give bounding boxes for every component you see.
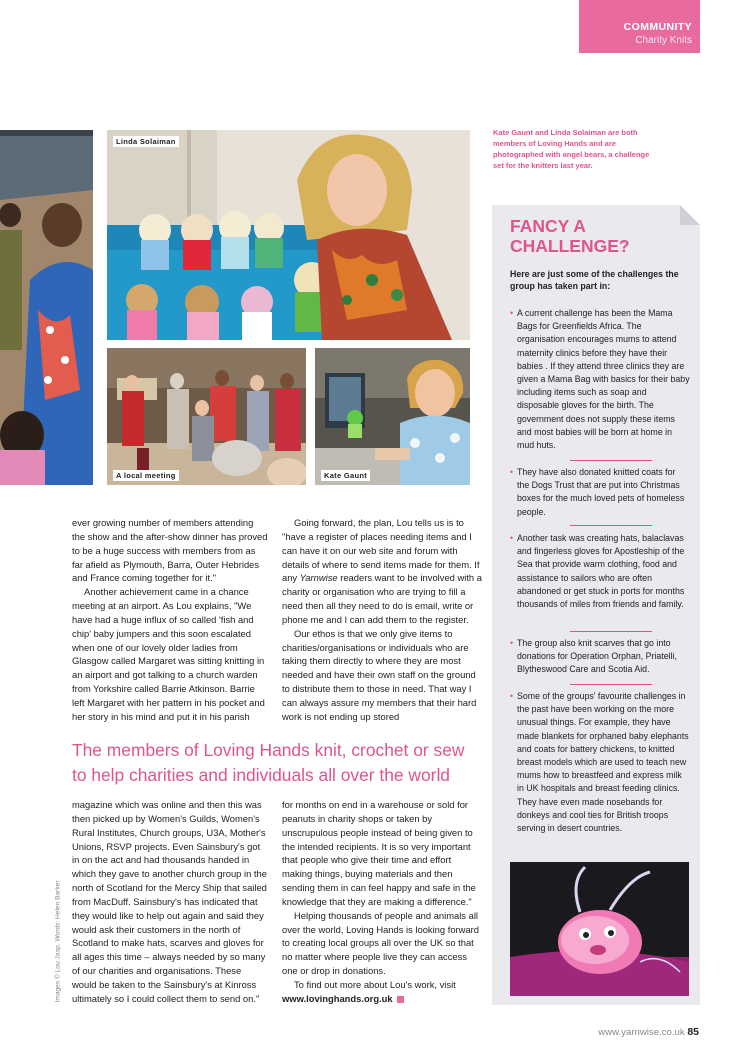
- body-column-1-top: [72, 516, 268, 724]
- pull-quote: The members of Loving Hands knit, crochet or sew to help charities and individuals all over the world: [72, 740, 465, 785]
- sidebar-item: • The group also knit scarves that go into donations for Operation Orphan, Priatelli, Blytheswood Care and Scotia Aid.: [510, 638, 677, 675]
- body-paragraph: Going forward, the plan, Lou tells us is to "have a register of places needing items and I can have it on our web site and forum with details of where to send items made for them. If any Yarnwise readers want to be involved with a charity or organisation who are trying to fill a need then all they need to do is email, write or phone me and I can add them to the register.: [282, 517, 482, 625]
- sidebar-divider: [570, 525, 652, 526]
- body-paragraph: ever growing number of members attending the show and the after-show dinner has proved to be a huge success with members from as far afield as Plymouth, Barra, Outer Hebrides and France coming together for it.": [72, 517, 268, 584]
- sidebar-title: FANCY A CHALLENGE?: [510, 216, 630, 256]
- sidebar-intro: Here are just some of the challenges the group has taken part in:: [510, 269, 679, 291]
- main-photo-linda: [107, 130, 470, 340]
- magazine-name: Yarnwise: [299, 572, 338, 584]
- bullet-icon: •: [510, 308, 514, 318]
- page-number: 85: [687, 1026, 699, 1038]
- body-paragraph: Helping thousands of people and animals all over the world, Loving Hands is looking forward to creating local groups all over the UK so that no matter where people live they can access one or drop in donations.: [282, 909, 479, 977]
- body-paragraph: magazine which was online and then this was then picked up by Women's Guilds, Women's Rural Institutes, Church groups, U3A, Mother's Unions, RSVP projects. Even Sainsbury's got in on the act and had thousands handed in which they gave to another church group in the north of Scotland for the Mercy Ship that sailed from MacDuff. Sainsbury's has indicated that they would like to help out again and said they would ask their customers in the north of Scotland to make hats, scarves and gloves for all ages this time – always needed by so many of our charities and organisations. These would be taken to the Sainsbury's at Kinross ultimately so I could collect them to send on.": [72, 799, 267, 1004]
- kate-photo: [315, 348, 470, 485]
- bullet-icon: •: [510, 533, 514, 543]
- sidebar-divider: [570, 631, 652, 632]
- bullet-icon: •: [510, 638, 514, 648]
- body-column-2-bottom: [282, 798, 482, 1006]
- footer-site: www.yarnwise.co.uk: [598, 1027, 685, 1038]
- photo-label-kate: Kate Gaunt: [321, 470, 370, 481]
- body-column-2-top: [282, 516, 482, 724]
- photo-label-meeting: A local meeting: [113, 470, 179, 481]
- sidebar-divider: [570, 684, 652, 685]
- bullet-icon: •: [510, 467, 514, 477]
- lovinghands-link[interactable]: www.lovinghands.org.uk: [282, 992, 393, 1004]
- page-footer: [586, 1026, 699, 1038]
- sidebar-divider: [570, 460, 652, 461]
- sidebar-item: • Another task was creating hats, balaclavas and fingerless gloves for Apostleship of the Sea that provide warm clothing, food and assistance to sailors who are often abandoned or get stuck in ports for months thousands of miles from friends and family.: [510, 533, 685, 610]
- bullet-icon: •: [510, 691, 514, 701]
- photo-label-linda: Linda Solaiman: [113, 136, 179, 147]
- section-tab: [579, 0, 700, 53]
- body-paragraph: Another achievement came in a chance meeting at an airport. As Lou explains, "We have had a huge influx of so called 'fish and chip' baby jumpers and this soon escalated when one of our lovely older ladies from Glasgow called Margaret was sitting knitting in an airport and got talking to a church warden from Yorkshire called Barrie Atkinson. Barrie left Margaret with her pattern in his pocket and her story in his mind and put it in his parish: [72, 586, 265, 722]
- sidebar-item: • Some of the groups' favourite challenges in the past have been working on the more unusual things. For example, they have made blankets for orphaned baby elephants and coats for battery chickens, to knitted breast models which are used to teach new mums how to breastfeed and express milk in UK hospitals and breast feeding clinics. They have even made nosebands for donkeys and cool ties for British troops serving in desert countries.: [510, 691, 689, 834]
- sidebar-item: • A current challenge has been the Mama Bags for Greenfields Africa. The organisation encourages mums to attend maternity clinics before they have their babies . If they attend three clinics they are given a Mama Bag with basics for their baby including items such as soap and disposable gloves for the birth. The government does not supply these items and most babies will be born at home in mud huts.: [510, 308, 690, 451]
- subsection-label: Charity Knits: [635, 35, 692, 46]
- image-credit: Images © Lou Jaap. Words: Helen Barker: [54, 880, 62, 1003]
- left-crowd-photo: [0, 130, 93, 485]
- body-paragraph: for months on end in a warehouse or sold for peanuts in charity shops or taken by unscrupulous people instead of being given to the intended recipients. It is so very important that people who give their time and effort making things, buying materials and then sending them in can feel happy and safe in the knowledge that they are making a difference.": [282, 799, 476, 907]
- url-line: [282, 992, 482, 1006]
- photo-caption: Kate Gaunt and Linda Solaiman are both members of Loving Hands and are photographed with angel bears, a challenge set for the knitters last year.: [493, 128, 650, 170]
- end-mark-icon: [397, 996, 404, 1003]
- findout-paragraph: To find out more about Lou's work, visit: [294, 978, 456, 990]
- body-column-1-bottom: [72, 798, 268, 1006]
- knitted-creature-photo: [510, 862, 689, 996]
- body-paragraph: Our ethos is that we only give items to charities/organisations or individuals who are taking them directly to where they are most needed and have their own staff on the ground to distribute them to those in need. That way I can always assure my members that their hard work is not ending up stored: [282, 627, 477, 722]
- meeting-photo: [107, 348, 306, 485]
- section-label: COMMUNITY: [623, 21, 692, 33]
- sidebar-item: • They have also donated knitted coats for the Dogs Trust that are put into Christmas boxes for the much loved pets of homeless people.: [510, 467, 685, 517]
